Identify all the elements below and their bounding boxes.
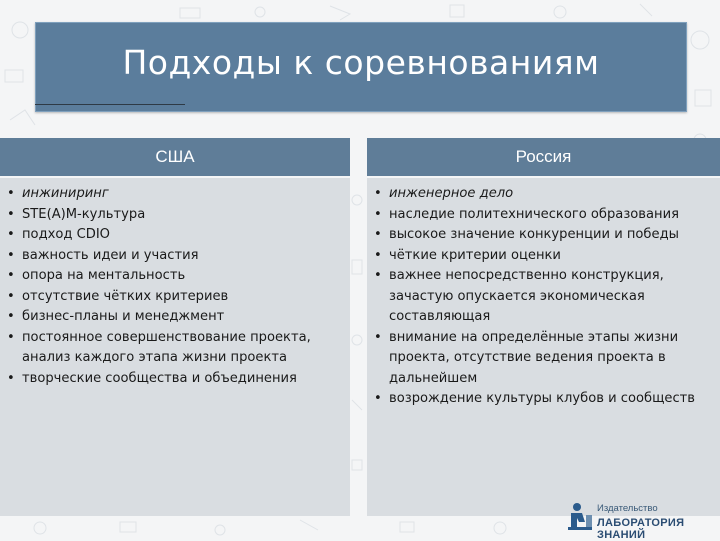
bullet: • [374, 186, 382, 201]
bullet: • [7, 288, 15, 304]
list-item: • STE(A)M-культура [6, 205, 346, 226]
list-item: • инженерное дело [373, 184, 718, 205]
bullet: • [374, 329, 382, 345]
list-item: • возрождение культуры клубов и сообществ [373, 389, 718, 410]
bullet: • [374, 206, 382, 222]
column-header-russia: Россия [367, 138, 720, 176]
list-item: • важнее непосредственно конструкция, зачастую опускается экономическая составляющая [374, 268, 664, 324]
russia-list [373, 184, 718, 410]
bullet: • [7, 268, 15, 283]
list-item: • внимание на определённые этапы жизни проекта, отсутствие ведения проекта в дальнейшем [374, 329, 679, 386]
bullet: • [7, 329, 15, 345]
list-item: • высокое значение конкуренции и победы [373, 225, 718, 246]
list-item: • наследие политехнического образования [373, 205, 718, 226]
column-body-russia [367, 178, 720, 516]
column-body-usa [0, 178, 350, 516]
bullet: • [374, 227, 382, 242]
slide-title: Подходы к соревнованиям [122, 43, 600, 82]
list-item: • подход CDIO [6, 225, 346, 246]
list-item: • творческие сообщества и объединения [6, 369, 346, 390]
bullet: • [374, 268, 382, 283]
title-bar [35, 22, 687, 112]
bullet: • [7, 186, 15, 201]
title-underline [35, 104, 185, 105]
bullet: • [374, 247, 382, 263]
logo-small-text: Издательство [597, 503, 658, 514]
list-item: • инжиниринг [6, 184, 346, 205]
list-item: • бизнес-планы и менеджмент [6, 307, 346, 328]
bullet: • [7, 227, 15, 242]
column-header-usa: США [0, 138, 350, 176]
list-item: • важность идеи и участия [6, 246, 346, 267]
logo-main-text: ЛАБОРАТОРИЯ ЗНАНИЙ [597, 517, 685, 541]
usa-list [6, 184, 346, 389]
list-item: • отсутствие чётких критериев [6, 287, 346, 308]
list-item: • чёткие критерии оценки [373, 246, 718, 267]
list-item: • опора на ментальность [6, 266, 346, 287]
bullet: • [7, 206, 15, 222]
bullet: • [374, 391, 382, 406]
list-item: • постоянное совершенствование проекта, анализ каждого этапа жизни проекта [7, 329, 311, 365]
person-at-desk-icon [566, 501, 594, 535]
bullet: • [7, 247, 15, 263]
bullet: • [7, 370, 15, 386]
bullet: • [7, 309, 15, 324]
